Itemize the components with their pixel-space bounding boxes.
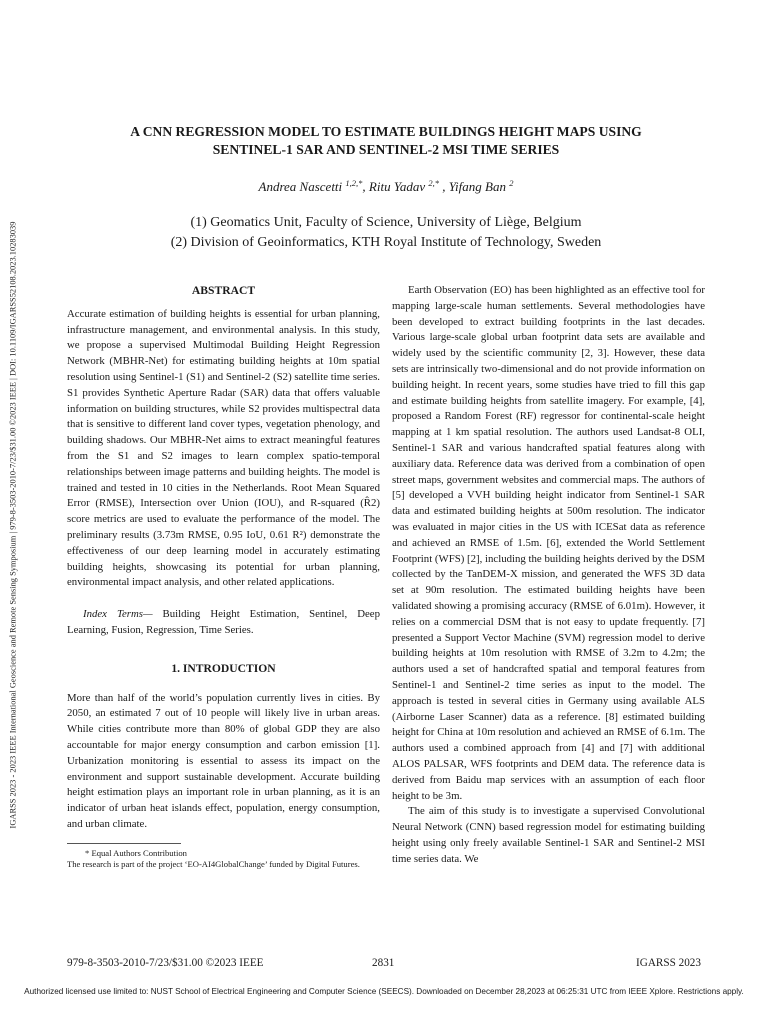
affiliations: [60, 213, 712, 252]
author-affiliation-mark: 2,*: [428, 178, 440, 188]
footnote-funding: The research is part of the project ‘EO-AI4GlobalChange’ funded by Digital Futures.: [67, 859, 360, 870]
footer-conference: IGARSS 2023: [636, 957, 701, 969]
right-column: [392, 283, 705, 867]
author-name: Yifang Ban: [448, 179, 506, 194]
index-terms-text: Building Height Estimation, Sentinel, Deep Learning, Fusion, Regression, Time Series.: [67, 608, 380, 636]
introduction-text: More than half of the world’s population currently lives in cities. By 2050, an estimated 7 out of 10 people will likely live in urban areas. While cities contribute more than 80% of global GDP they are also accountable for major energy consumption and carbon emission [1]. Urbanization monitoring is essential to assess its impact on the environment and support sustainable development. Accurate building height estimation plays an important role in urban planning, as it is an indicator of urban heat islands effect, population, energy consumption, and urban climate.: [67, 691, 380, 830]
author-list: [60, 179, 712, 195]
author-affiliation-mark: 1,2,*: [345, 178, 363, 188]
affiliation-1: (1) Geomatics Unit, Faculty of Science, University of Liège, Belgium: [190, 215, 582, 230]
author-name: Andrea Nascetti: [258, 179, 343, 194]
footnote-rule: [67, 843, 181, 844]
page-number: 2831: [372, 957, 395, 969]
intro-paragraph-aim: The aim of this study is to investigate a supervised Convolutional Neural Network (CNN) based regression model for estimating building height using only freely available Sentinel-1 SAR and Sentinel-2 MSI time series data. We: [392, 805, 705, 865]
title-line-1: A CNN REGRESSION MODEL TO ESTIMATE BUILDINGS HEIGHT MAPS USING: [130, 124, 642, 139]
side-citation-text: IGARSS 2023 - 2023 IEEE International Geoscience and Remote Sensing Symposium | 979-8-3503-2010-7/23/$31.00 ©2023 IEEE | DOI: 10.1109/IGARSS52108.2023.10283039: [8, 221, 18, 829]
abstract-heading: ABSTRACT: [191, 284, 256, 297]
author-separator: ,: [439, 179, 449, 194]
index-terms: [67, 607, 380, 639]
index-terms-label: Index Terms—: [83, 608, 153, 621]
footer-isbn: 979-8-3503-2010-7/23/$31.00 ©2023 IEEE: [67, 957, 264, 969]
affiliation-2: (2) Division of Geoinformatics, KTH Royal Institute of Technology, Sweden: [170, 234, 602, 250]
license-notice: Authorized licensed use limited to: NUST School of Electrical Engineering and Computer Science (SEECS). Downloaded on December 28,2023 at 06:25:31 UTC from IEEE Xplore. Restrictions apply.: [24, 987, 744, 996]
author-name: Ritu Yadav: [368, 179, 426, 194]
title-line-2: SENTINEL-1 SAR AND SENTINEL-2 MSI TIME SERIES: [212, 142, 560, 157]
side-citation-strip: [6, 140, 20, 910]
introduction-heading: 1. INTRODUCTION: [171, 661, 276, 675]
page-footer: [67, 957, 701, 973]
footnote-equal-contribution: * Equal Authors Contribution: [85, 847, 187, 858]
author-affiliation-mark: 2: [509, 178, 514, 188]
left-column: [67, 283, 380, 871]
author-separator: ,: [362, 179, 369, 194]
abstract-text: Accurate estimation of building heights is essential for urban planning, infrastructure management, and environmental analysis. In this study, we propose a supervised Multimodal Building Height Regression Network (MBHR-Net) for estimating building heights at 10m spatial resolution using Sentinel-1 (S1) and Sentinel-2 (S2) satellite time series. S1 provides Synthetic Aperture Radar (SAR) data that offers valuable information on building structures, while S2 provides multispectral data that is sensitive to different land cover types, vegetation phenology, and building shadows. Our MBHR-Net aims to extract meaningful features from the S1 and S2 images to learn complex spatio-temporal relationships between image patterns and building heights. The model is trained and tested in 10 cities in the Netherlands. Root Mean Squared Error (RMSE), Intersection over Union (IOU), and R-squared (R̂2) score metrics are used to evaluate the performance of the model. The preliminary results (3.73m RMSE, 0.95 IoU, 0.61 R²) demonstrate the effectiveness of our deep learning model in accurately estimating building heights, showcasing its potential for urban planning, environmental impact analysis, and other related applications.: [67, 307, 380, 589]
intro-paragraph-eo: Earth Observation (EO) has been highlighted as an effective tool for mapping large-scale human settlements. Several methodologies have been developed to extract building footprints in the last decades. Various large-scale global urban footprint data sets are available and widely used by the scientific community [2, 3]. However, these data sets are intrinsically two-dimensional and do not provide information on building height. In recent years, some studies have tried to fill this gap and estimate building heights from satellite imagery. For example, [4], proposed a Random Forest (RF) regressor for continental-scale height mapping at 1 km spatial resolution. The authors used Landsat-8 OLI, Sentinel-1 SAR and various handcrafted spatial features along with auxiliary data. Reference data was derived from a combination of open street maps, government websites and commercial maps. The authors of [5] developed a VVH building height indicator from Sentinel-1 SAR data and estimated building heights at 500m resolution. The indicator was evaluated in major cities in the US with ICESat data as reference and achieved an RMSE of 1.5m. [6], extended the World Settlement Footprint (WFS) [2], including the building heights derived by the DSM collected by the TanDEM-X mission, and generated the WFS 3D data set at 90m resolution. The estimated building heights have been validated showing a promising accuracy (RMSE of 6.01m). However, it relies on a commercial DSM that is not easy to update frequently. [7] presented a Support Vector Machine (SVM) regression model to derive building heights at 10m resolution with RMSE of 3.2m to 4.2m; the authors used a set of handcrafted spatial and temporal features from Sentinel-1 and Sentinel-2 time series as input to the model. The approach is tested in several cities in Germany using available ALS (Airborne Laser Scanner) data as a reference. [8] estimated building height for China at 10m resolution and achieved an RMSE of 6.1m. The authors used a combined approach from [4] and [7] with additional ALOS PALSAR, WFS footprints and DEM data. The reference data is derived from Baidu map services with an assumption of each floor height to be 3m.: [392, 284, 705, 802]
paper-title: [60, 123, 712, 159]
